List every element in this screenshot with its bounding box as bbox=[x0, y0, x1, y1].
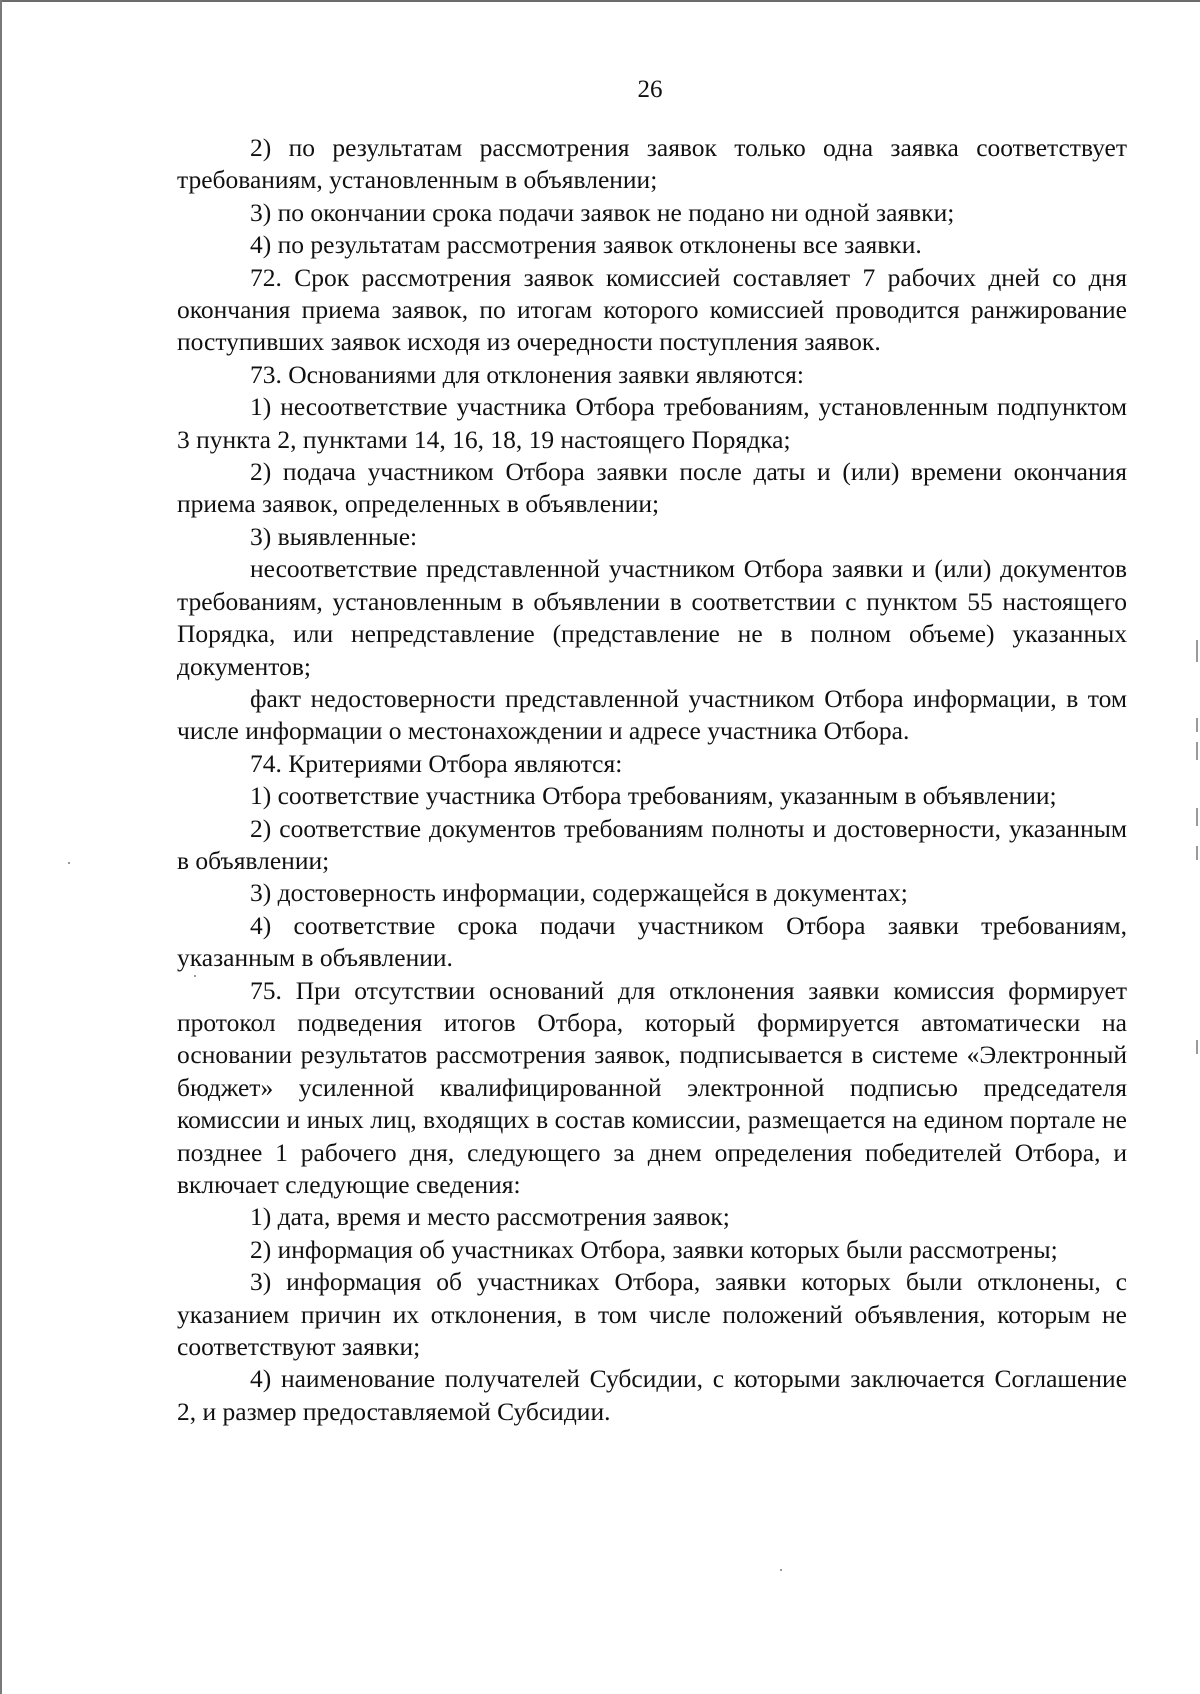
paragraph: 4) по результатам рассмотрения заявок отклонены все заявки. bbox=[250, 230, 922, 260]
scan-artifact-mark bbox=[1196, 808, 1198, 826]
paragraph: 3) достоверность информации, содержащейся в документах; bbox=[250, 878, 908, 908]
paragraph: 1) несоответствие участника Отбора требованиям, установленным подпунктом 3 пункта 2, пунктами 14, 16, 18, 19 настоящего Порядка; bbox=[177, 392, 1127, 454]
scan-artifact-mark bbox=[1196, 742, 1198, 760]
paragraph: 2) информация об участниках Отбора, заявки которых были рассмотрены; bbox=[250, 1234, 1058, 1264]
paragraph: 75. При отсутствии оснований для отклонения заявки комиссия формирует протокол подведения итогов Отбора, который формируется автоматически на основании результатов рассмотрения заявок, подписывается в системе «Электронный бюджет» усиленной квалифицированной электронной подписью председателя комиссии и иных лиц, входящих в состав комиссии, размещается на едином портале не позднее 1 рабочего дня, следующего за днем определения победителей Отбора, и включает следующие сведения: bbox=[177, 975, 1127, 1199]
paragraph: 73. Основаниями для отклонения заявки являются: bbox=[250, 359, 804, 389]
paragraph: факт недостоверности представленной участником Отбора информации, в том числе информации о местонахождении и адресе участника Отбора. bbox=[177, 683, 1127, 746]
page-number: 26 bbox=[637, 76, 663, 103]
paragraph: 3) информация об участниках Отбора, заявки которых были отклонены, с указанием причин их отклонения, в том числе положений объявления, которым не соответствуют заявки; bbox=[177, 1267, 1127, 1362]
paragraph: 74. Критериями Отбора являются: bbox=[250, 748, 623, 778]
paragraph: 1) соответствие участника Отбора требованиям, указанным в объявлении; bbox=[250, 781, 1057, 811]
scan-artifact-mark bbox=[1196, 718, 1198, 732]
paragraph: 2) подача участником Отбора заявки после даты и (или) времени окончания приема заявок, определенных в объявлении; bbox=[177, 457, 1127, 519]
document-body bbox=[177, 132, 1127, 1428]
scan-artifact-mark bbox=[780, 1569, 782, 1571]
paragraph: 2) по результатам рассмотрения заявок только одна заявка соответствует требованиям, установленным в объявлении; bbox=[177, 133, 1127, 195]
scan-artifact-mark bbox=[1196, 846, 1198, 860]
paragraph: 3) выявленные: bbox=[250, 521, 418, 551]
paragraph: несоответствие представленной участником Отбора заявки и (или) документов требованиям, установленным в объявлении в соответствии с пунктом 55 настоящего Порядка, или непредставление (представление не в полном объеме) указанных документов; bbox=[177, 554, 1127, 681]
scan-artifact-mark bbox=[1196, 1040, 1198, 1054]
paragraph: 2) соответствие документов требованиям полноты и достоверности, указанным в объявлении; bbox=[177, 813, 1127, 875]
scan-artifact-mark bbox=[1196, 640, 1198, 662]
scan-edge-left bbox=[0, 0, 2, 1694]
paragraph: 1) дата, время и место рассмотрения заявок; bbox=[250, 1202, 730, 1232]
scan-edge-top bbox=[0, 0, 1200, 2]
scan-artifact-mark bbox=[194, 975, 196, 977]
paragraph: 3) по окончании срока подачи заявок не подано ни одной заявки; bbox=[250, 197, 955, 227]
scan-artifact-mark bbox=[68, 862, 70, 864]
paragraph: 72. Срок рассмотрения заявок комиссией составляет 7 рабочих дней со дня окончания приема заявок, по итогам которого комиссией проводится ранжирование поступивших заявок исходя из очередности поступления заявок. bbox=[177, 262, 1127, 357]
paragraph: 4) наименование получателей Субсидии, с которыми заключается Соглашение 2, и размер предоставляемой Субсидии. bbox=[177, 1364, 1127, 1426]
paragraph: 4) соответствие срока подачи участником Отбора заявки требованиям, указанным в объявлении. bbox=[177, 910, 1127, 973]
